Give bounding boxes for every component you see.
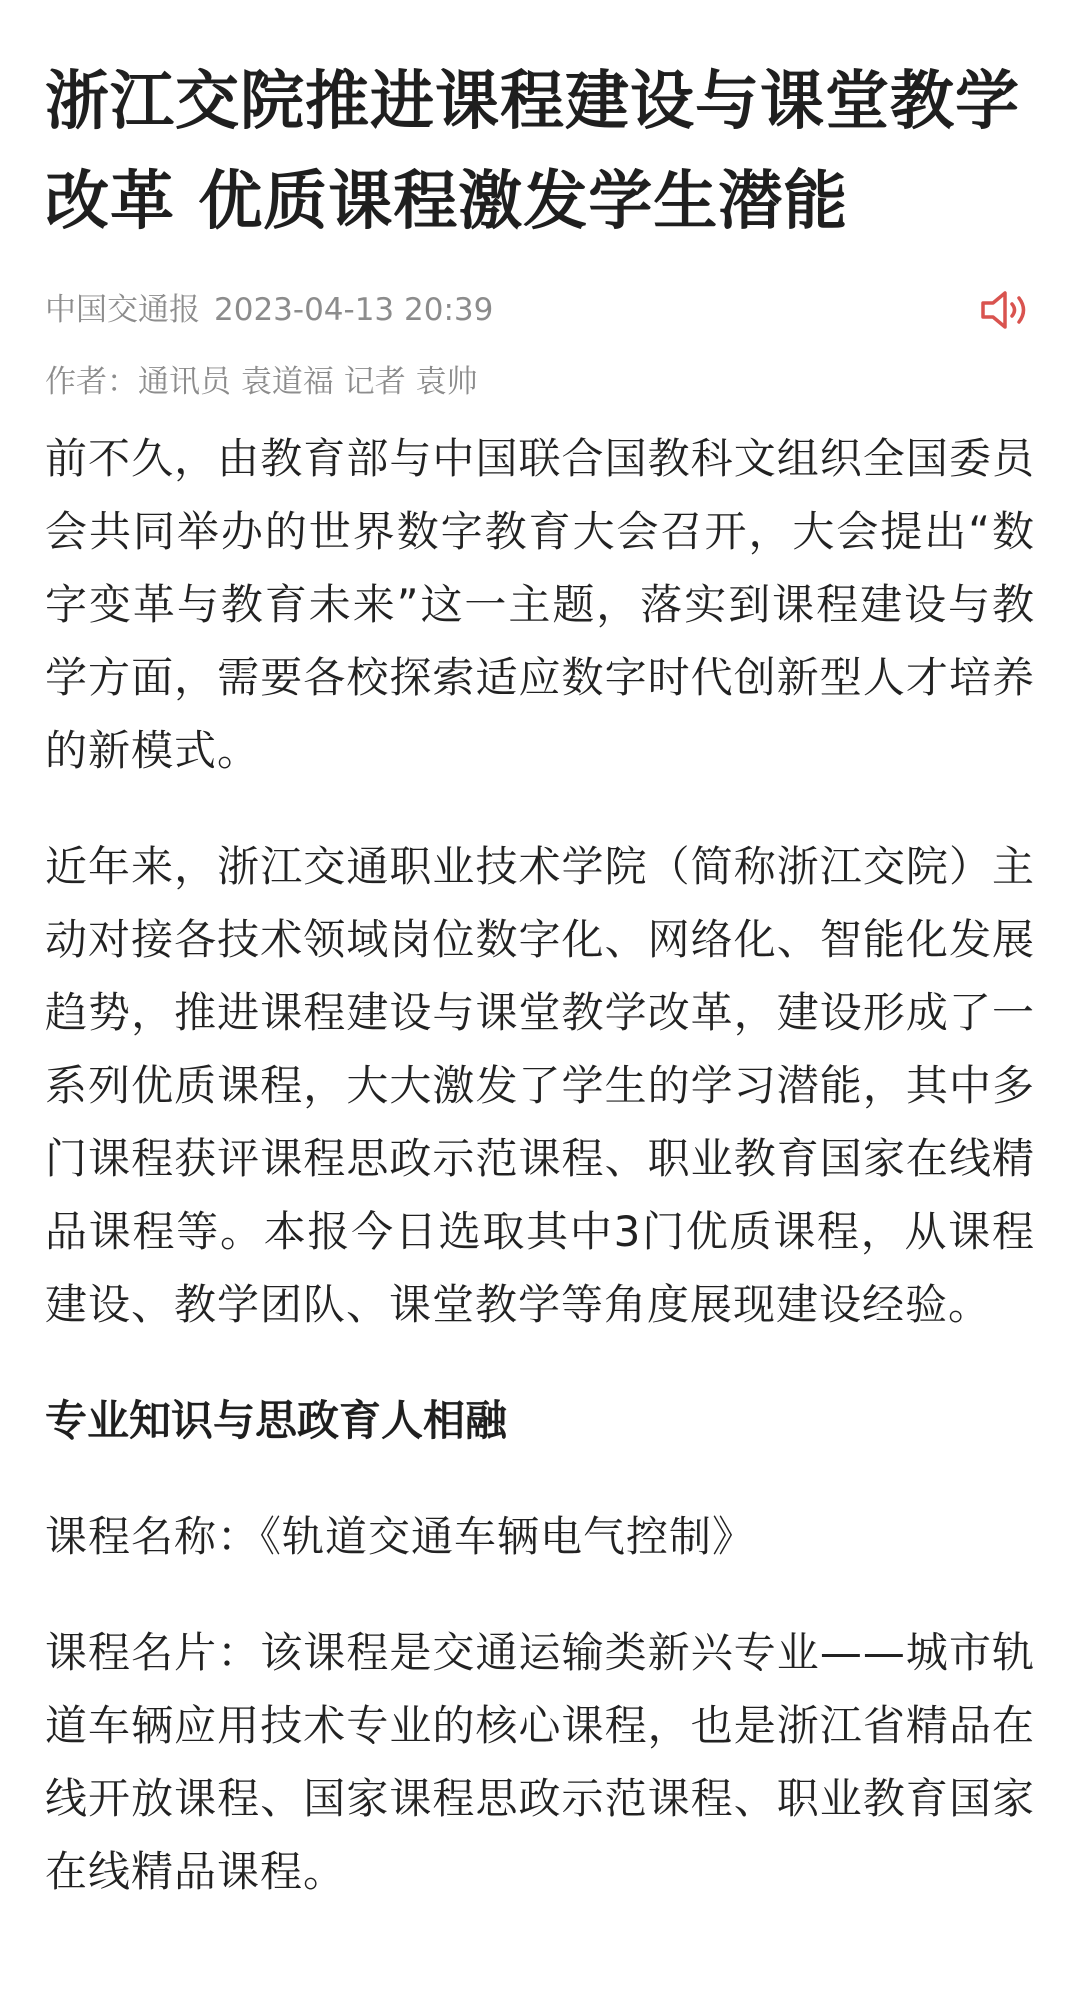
article xyxy=(45,0,1035,1908)
paragraph-intro: 前不久，由教育部与中国联合国教科文组织全国委员会共同举办的世界数字教育大会召开，大会提出“数字变革与教育未来”这一主题，落实到课程建设与教学方面，需要各校探索适应数字时代创新型人才培养的新模式。 xyxy=(45,434,1035,775)
course-name: 课程名称：《轨道交通车辆电气控制》 xyxy=(45,1512,756,1561)
speaker-icon[interactable] xyxy=(979,286,1035,334)
author-line: 作者：通讯员 袁道福 记者 袁帅 xyxy=(45,364,478,400)
course-card: 课程名片：该课程是交通运输类新兴专业——城市轨道车辆应用技术专业的核心课程，也是浙江省精品在线开放课程、国家课程思政示范课程、职业教育国家在线精品课程。 xyxy=(45,1628,1035,1896)
source-name: 中国交通报 xyxy=(45,292,200,328)
meta-row xyxy=(45,290,1035,330)
paragraph-overview: 近年来，浙江交通职业技术学院（简称浙江交院）主动对接各技术领域岗位数字化、网络化、智能化发展趋势，推进课程建设与课堂教学改革，建设形成了一系列优质课程，大大激发了学生的学习潜能，其中多门课程获评课程思政示范课程、职业教育国家在线精品课程等。本报今日选取其中3门优质课程，从课程建设、教学团队、课堂教学等角度展现建设经验。 xyxy=(45,842,1035,1329)
article-title: 浙江交院推进课程建设与课堂教学改革 优质课程激发学生潜能 xyxy=(45,65,1020,239)
section-heading: 专业知识与思政育人相融 xyxy=(45,1396,508,1445)
publish-date: 2023-04-13 20:39 xyxy=(214,292,494,328)
